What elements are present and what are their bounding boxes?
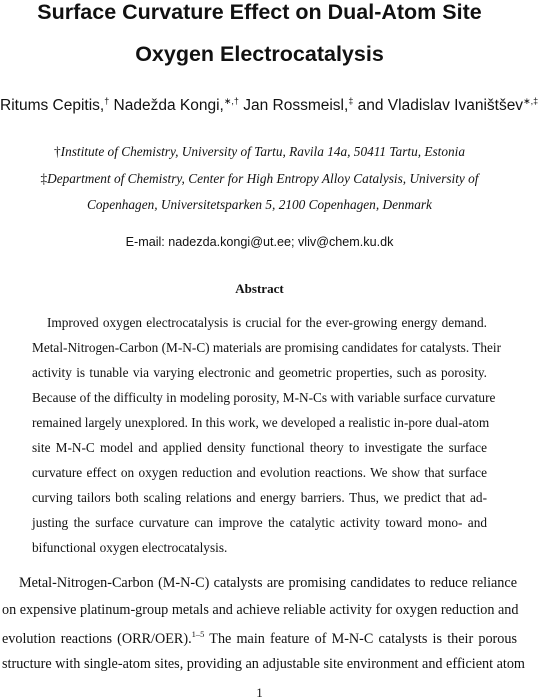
abstract-line: justing the surface curvature can improve the catalytic activity toward mono- and <box>32 515 487 530</box>
author-name: Nadežda Kongi, <box>113 97 224 114</box>
paper-title-line-1: Surface Curvature Effect on Dual-Atom Site <box>37 0 482 24</box>
abstract-line: curving tailors both scaling relations and energy barriers. Thus, we predict that ad- <box>32 490 487 505</box>
affiliation-mark: † <box>54 144 61 159</box>
author-name: and Vladislav Ivaništšev <box>357 97 524 114</box>
author-affiliation-mark: ∗,† <box>223 96 239 106</box>
affiliation-text: Institute of Chemistry, University of Tartu, Ravila 14a, 50411 Tartu, Estonia <box>60 144 465 159</box>
abstract-line: curvature effect on oxygen reduction and evolution reactions. We show that surface <box>32 465 487 480</box>
author-list <box>0 96 538 114</box>
affiliation-2 <box>0 172 519 185</box>
author-affiliation-mark: ∗,‡ <box>523 96 538 106</box>
body-text-line: structure with single-atom sites, providing an adjustable site environment and efficient atom <box>2 656 525 672</box>
abstract-line: site M-N-C model and applied density functional theory to investigate the surface <box>32 440 487 455</box>
affiliation-text: Department of Chemistry, Center for High Entropy Alloy Catalysis, University of <box>47 171 479 186</box>
author-name: Jan Rossmeisl, <box>243 97 349 114</box>
abstract-line: Metal-Nitrogen-Carbon (M-N-C) materials are promising candidates for catalysts. Their <box>32 340 502 355</box>
abstract-line: bifunctional oxygen electrocatalysis. <box>32 540 228 555</box>
paper-title-line-2: Oxygen Electrocatalysis <box>135 42 384 66</box>
abstract-heading: Abstract <box>235 281 284 296</box>
body-text-line <box>2 630 517 646</box>
affiliation-1 <box>0 145 519 158</box>
affiliation-mark: ‡ <box>40 171 48 186</box>
author-affiliation-mark: † <box>104 96 110 106</box>
contact-email: E-mail: nadezda.kongi@ut.ee; vliv@chem.ku.dk <box>125 235 394 249</box>
abstract-line: activity is tunable via varying electronic and geometric properties, such as porosity. <box>32 365 487 380</box>
abstract-line: Because of the difficulty in modeling porosity, M-N-Cs with variable surface curvature <box>32 390 496 405</box>
affiliation-2-continued: Copenhagen, Universitetsparken 5, 2100 Copenhagen, Denmark <box>87 197 432 212</box>
abstract-line: remained largely unexplored. In this work, we developed a realistic in-pore dual-atom <box>32 415 490 430</box>
body-text-line: on expensive platinum-group metals and achieve reliable activity for oxygen reduction and <box>2 602 519 618</box>
author-name: Ritums Cepitis, <box>0 97 105 114</box>
body-text-segment: evolution reactions (ORR/OER). <box>2 631 192 647</box>
citation-reference[interactable]: 1–5 <box>191 629 205 639</box>
page-number: 1 <box>256 685 263 700</box>
author-affiliation-mark: ‡ <box>348 96 354 106</box>
abstract-line: Improved oxygen electrocatalysis is crucial for the ever-growing energy demand. <box>47 315 487 330</box>
body-text-line: Metal-Nitrogen-Carbon (M-N-C) catalysts are promising candidates to reduce reliance <box>19 575 517 591</box>
body-text-segment: The main feature of M-N-C catalysts is their porous <box>204 631 517 647</box>
